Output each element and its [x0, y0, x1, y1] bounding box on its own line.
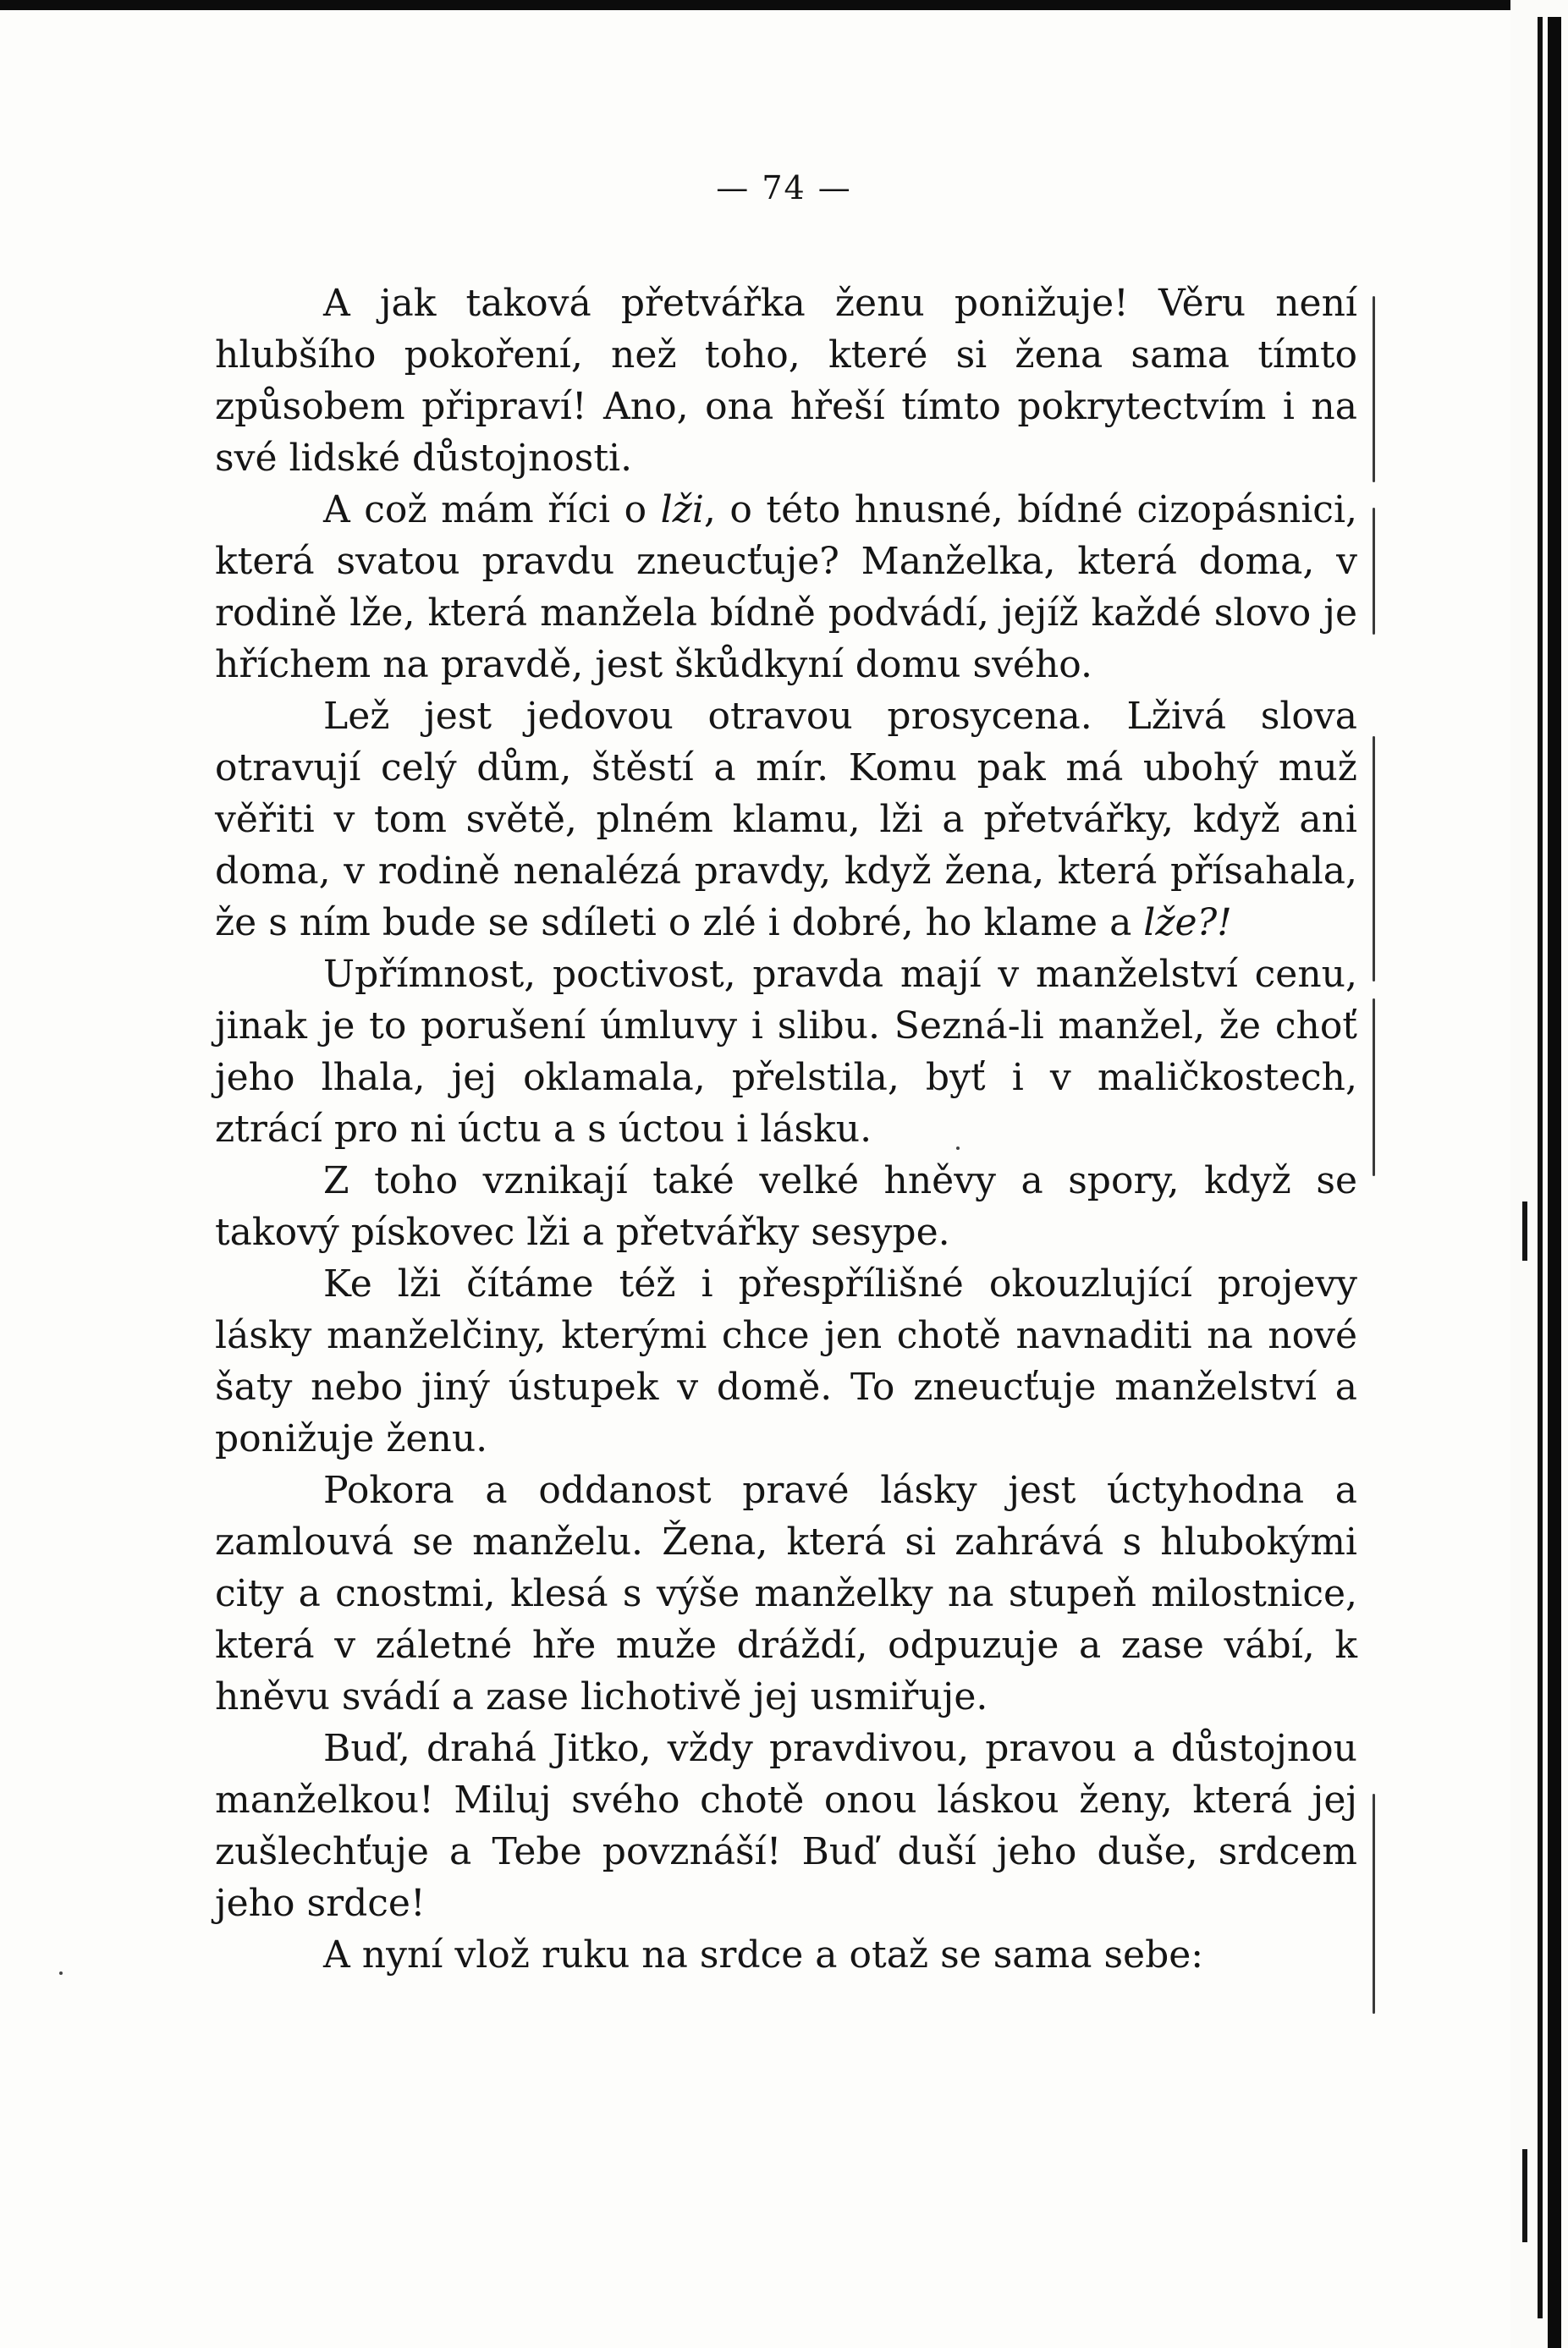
paragraph: [215, 1929, 1357, 1981]
body-text: [215, 278, 1357, 1981]
paragraph-text: Upřímnost, poctivost, pravda mají v manželství cenu, jinak je to porušení úmluvy i slibu. Sezná-li manžel, že choť jeho lhala, jej oklamala, přelstila, byť i v maličkostech, ztrácí pro ni úctu a s úctou i lásku.: [215, 953, 1357, 1151]
emphasis-text: lži: [660, 488, 704, 531]
page-crease-mark: [1373, 998, 1375, 1176]
paragraph-text: A což mám říci o: [323, 488, 661, 531]
paragraph-text: Lež jest jedovou otravou prosycena. Lživá slova otravují celý dům, štěstí a mír. Komu pak má ubohý muž věřiti v tom světě, plném klamu, lži a přetvářky, když ani doma, v rodině nenalézá pravdy, když žena, která přísahala, že s ním bude se sdíleti o zlé i dobré, ho klame a: [215, 695, 1357, 944]
paragraph-text: Ke lži čítáme též i přespřílišné okouzlující projevy lásky manželčiny, kterými chce jen chotě navnaditi na nové šaty nebo jiný ústupek v domě. To zneucťuje manželství a ponižuje ženu.: [215, 1262, 1357, 1460]
page-crease-mark: [1373, 1794, 1375, 2014]
paragraph: [215, 1258, 1357, 1465]
scan-edge-shadow: [1548, 17, 1561, 2348]
paragraph-text: Pokora a oddanost pravé lásky jest úctyhodna a zamlouvá se manželu. Žena, která si zahrává s hlubokými city a cnostmi, klesá s výše manželky na stupeň milostnice, která v záletné hře muže dráždí, odpuzuje a zase vábí, k hněvu svádí a zase lichotivě jej usmiřuje.: [215, 1469, 1357, 1718]
page-crease-mark: [1373, 508, 1375, 635]
page-crease-mark: [1373, 296, 1375, 482]
scan-speck: [59, 1971, 63, 1975]
paragraph-text: A jak taková přetvářka ženu ponižuje! Věru není hlubšího pokoření, než toho, které si žena sama tímto způsobem připraví! Ano, ona hřeší tímto pokrytectvím i na své lidské důstojnosti.: [215, 282, 1357, 480]
paragraph: [215, 690, 1357, 949]
page-crease-mark: [1373, 736, 1375, 982]
paragraph: [215, 278, 1357, 484]
scan-right-border: [1510, 0, 1568, 2348]
scan-edge-line: [1538, 17, 1543, 2318]
page-number: — 74 —: [716, 169, 852, 206]
scan-top-border: [0, 0, 1568, 10]
paragraph: [215, 1723, 1357, 1929]
paragraph: [215, 949, 1357, 1155]
paragraph-text: Z toho vznikají také velké hněvy a spory, když se takový pískovec lži a přetvářky sesype.: [215, 1159, 1357, 1254]
paragraph: [215, 1465, 1357, 1723]
paragraph-text: A nyní vlož ruku na srdce a otaž se sama sebe:: [323, 1933, 1204, 1977]
paragraph: [215, 484, 1357, 690]
scan-edge-mark: [1522, 2149, 1527, 2242]
paragraph: [215, 1155, 1357, 1258]
scan-edge-mark: [1522, 1201, 1527, 1261]
paragraph-text: Buď, drahá Jitko, vždy pravdivou, pravou a důstojnou manželkou! Miluj svého chotě onou láskou ženy, která jej zušlechťuje a Tebe povznáší! Buď duší jeho duše, srdcem jeho srdce!: [215, 1727, 1357, 1925]
paragraph-text: , o této hnusné, bídné cizopásnici, která svatou pravdu zneucťuje? Manželka, která doma, v rodině lže, která manžela bídně podvádí, jejíž každé slovo je hříchem na pravdě, jest škůdkyní domu svého.: [215, 488, 1358, 686]
emphasis-text: lže?!: [1143, 901, 1232, 944]
